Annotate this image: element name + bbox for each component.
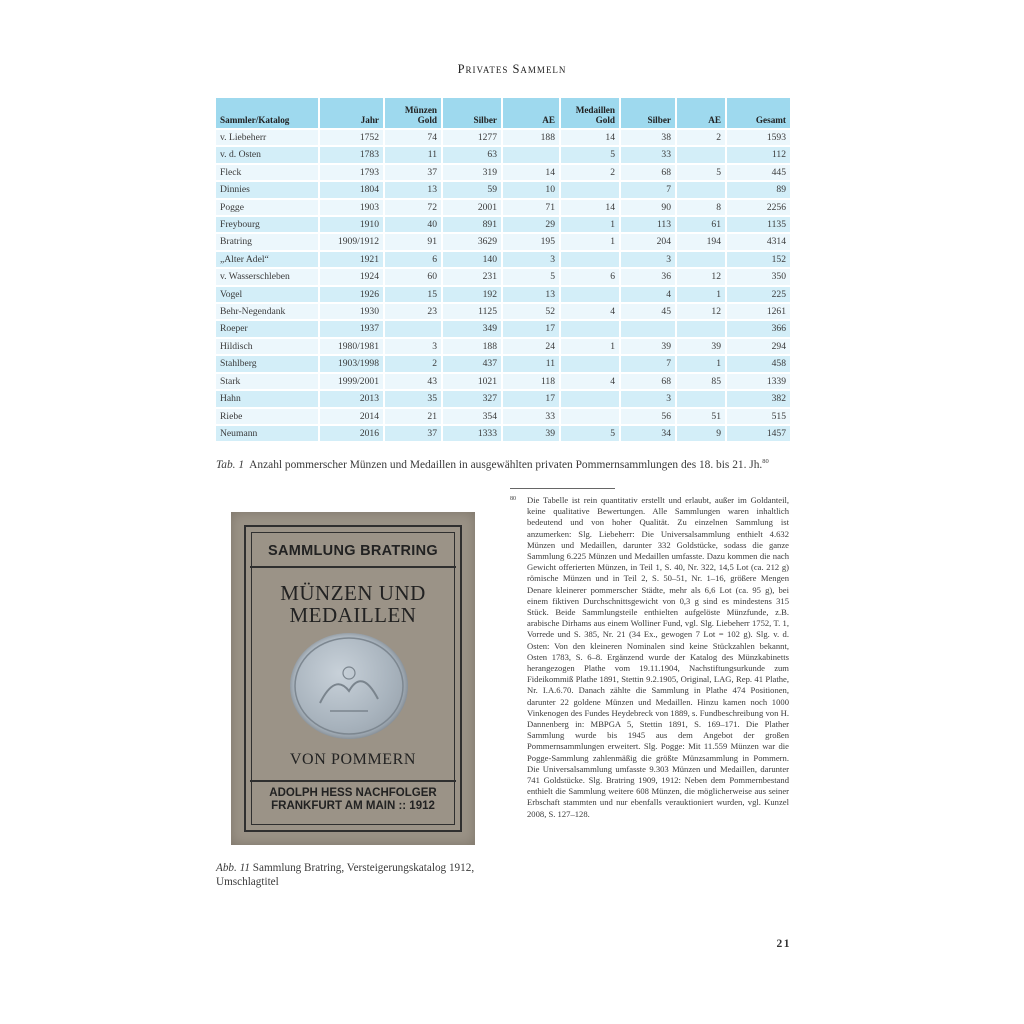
table-cell: 33 (503, 407, 561, 424)
table-cell: 195 (503, 232, 561, 249)
table-cell: Fleck (216, 163, 320, 180)
table-cell: 3 (385, 337, 443, 354)
table-cell: 891 (443, 215, 503, 232)
table-cell: 1333 (443, 424, 503, 441)
table-cell: 34 (621, 424, 677, 441)
table-cell (561, 180, 621, 197)
table-cell: 14 (561, 128, 621, 145)
table-cell: 14 (561, 198, 621, 215)
table-cell: 56 (621, 407, 677, 424)
table-cell: 515 (727, 407, 790, 424)
table-cell: 1793 (320, 163, 385, 180)
table-row (216, 250, 790, 267)
table-cell (677, 180, 727, 197)
table-cell: 52 (503, 302, 561, 319)
table-cell: 112 (727, 145, 790, 162)
table-cell: 1903/1998 (320, 354, 385, 371)
table-row (216, 285, 790, 302)
table-cell: 2001 (443, 198, 503, 215)
table-cell: Bratring (216, 232, 320, 249)
table-cell: Hildisch (216, 337, 320, 354)
table-cell (677, 319, 727, 336)
table-cell: 445 (727, 163, 790, 180)
cover-collection-title: SAMMLUNG BRATRING (268, 543, 438, 559)
table-cell: „Alter Adel“ (216, 250, 320, 267)
table-cell: 1125 (443, 302, 503, 319)
table-cell: 74 (385, 128, 443, 145)
table-cell: Neumann (216, 424, 320, 441)
table-cell: Pogge (216, 198, 320, 215)
table-row (216, 407, 790, 424)
table-cell: 72 (385, 198, 443, 215)
table-cell: 152 (727, 250, 790, 267)
table-cell: 3 (503, 250, 561, 267)
table-cell: 5 (503, 267, 561, 284)
table-cell: 4314 (727, 232, 790, 249)
table-cell: Roeper (216, 319, 320, 336)
table-cell: 91 (385, 232, 443, 249)
table-cell: 1926 (320, 285, 385, 302)
table-cell: v. Liebeherr (216, 128, 320, 145)
table-cell: 1 (561, 232, 621, 249)
table-cell: 2 (677, 128, 727, 145)
table-cell: 36 (621, 267, 677, 284)
table-row (216, 267, 790, 284)
column-header: Gesamt (727, 98, 790, 128)
table-cell: 188 (503, 128, 561, 145)
table-cell: 2 (561, 163, 621, 180)
table-cell: 2016 (320, 424, 385, 441)
table-cell: 294 (727, 337, 790, 354)
table-cell: Riebe (216, 407, 320, 424)
table-cell: 1593 (727, 128, 790, 145)
table-cell: 1783 (320, 145, 385, 162)
table-caption-label: Tab. 1 (216, 458, 245, 471)
table-cell: Freybourg (216, 215, 320, 232)
table-cell: 39 (677, 337, 727, 354)
table-row (216, 424, 790, 441)
column-header: AE (677, 98, 727, 128)
table-cell: Dinnies (216, 180, 320, 197)
table-cell: 68 (621, 163, 677, 180)
table-cell: Stark (216, 372, 320, 389)
table-cell: 4 (621, 285, 677, 302)
table-cell (385, 319, 443, 336)
table-cell: Stahlberg (216, 354, 320, 371)
table-cell (561, 319, 621, 336)
table-cell: 13 (385, 180, 443, 197)
table-cell: 6 (385, 250, 443, 267)
table-cell: 188 (443, 337, 503, 354)
cover-title-line2: MEDAILLEN (289, 603, 417, 627)
table-cell: 1339 (727, 372, 790, 389)
table-cell: 437 (443, 354, 503, 371)
column-header: Silber (443, 98, 503, 128)
table-cell: 17 (503, 389, 561, 406)
table-cell (561, 389, 621, 406)
table-cell: v. Wasserschleben (216, 267, 320, 284)
table-cell: Behr-Negendank (216, 302, 320, 319)
table-cell: 354 (443, 407, 503, 424)
table-cell: 204 (621, 232, 677, 249)
table-cell (503, 145, 561, 162)
figure-caption (216, 862, 496, 889)
table-cell (561, 285, 621, 302)
table-cell: 60 (385, 267, 443, 284)
table-row (216, 180, 790, 197)
table-cell: 7 (621, 354, 677, 371)
table-cell: 1921 (320, 250, 385, 267)
table-header-row (216, 98, 790, 128)
table-cell: 140 (443, 250, 503, 267)
cover-subtitle: VON POMMERN (289, 751, 417, 768)
table-cell: 350 (727, 267, 790, 284)
table-cell: 61 (677, 215, 727, 232)
table-cell (621, 319, 677, 336)
table-row (216, 145, 790, 162)
table-row (216, 128, 790, 145)
table-cell: 9 (677, 424, 727, 441)
table-cell: 23 (385, 302, 443, 319)
column-header: Jahr (320, 98, 385, 128)
table-cell: 38 (621, 128, 677, 145)
table-cell: 1457 (727, 424, 790, 441)
table-row (216, 319, 790, 336)
footnote-ref: 80 (762, 458, 769, 465)
table-cell: 118 (503, 372, 561, 389)
table-cell: 5 (561, 145, 621, 162)
table-cell: 231 (443, 267, 503, 284)
cover-publisher (231, 787, 475, 813)
table-cell: 1135 (727, 215, 790, 232)
table-cell: 5 (561, 424, 621, 441)
table-cell (561, 354, 621, 371)
table-cell: 2013 (320, 389, 385, 406)
table-cell: Hahn (216, 389, 320, 406)
table-cell: 43 (385, 372, 443, 389)
table-caption-text: Anzahl pommerscher Münzen und Medaillen in ausgewählten privaten Pommernsammlungen des 18. bis 21. Jh. (249, 458, 763, 471)
table-cell: 3 (621, 250, 677, 267)
table-cell: 192 (443, 285, 503, 302)
table-cell: 90 (621, 198, 677, 215)
table-cell: 1999/2001 (320, 372, 385, 389)
page-number: 21 (776, 938, 791, 950)
table-cell (677, 145, 727, 162)
table-row (216, 372, 790, 389)
table-row (216, 302, 790, 319)
collections-table-wrap (216, 98, 790, 441)
catalog-cover-image (231, 512, 475, 845)
table-cell: 1930 (320, 302, 385, 319)
table-cell: 1937 (320, 319, 385, 336)
table-cell: 6 (561, 267, 621, 284)
table-cell: 1980/1981 (320, 337, 385, 354)
table-cell: 7 (621, 180, 677, 197)
table-cell: 194 (677, 232, 727, 249)
table-cell: 11 (503, 354, 561, 371)
table-cell: 458 (727, 354, 790, 371)
cover-title-line1: MÜNZEN UND (280, 581, 426, 605)
table-cell: 71 (503, 198, 561, 215)
table-cell: 1910 (320, 215, 385, 232)
table-row (216, 198, 790, 215)
table-cell: 4 (561, 302, 621, 319)
table-cell: 14 (503, 163, 561, 180)
table-caption (216, 458, 816, 471)
table-cell: 1909/1912 (320, 232, 385, 249)
table-cell: 40 (385, 215, 443, 232)
table-cell: 39 (503, 424, 561, 441)
column-header: AE (503, 98, 561, 128)
table-cell: 10 (503, 180, 561, 197)
medal-emblem (290, 633, 408, 739)
cover-publisher-line1: ADOLPH HESS NACHFOLGER (269, 787, 437, 799)
cover-publisher-line2: FRANKFURT AM MAIN :: 1912 (271, 800, 435, 812)
table-cell: 63 (443, 145, 503, 162)
table-cell: 35 (385, 389, 443, 406)
table-cell: 15 (385, 285, 443, 302)
column-header: Silber (621, 98, 677, 128)
cover-main-title (231, 582, 475, 626)
table-row (216, 232, 790, 249)
table-cell: 1903 (320, 198, 385, 215)
running-title: Privates Sammeln (457, 62, 567, 76)
table-cell: 2014 (320, 407, 385, 424)
table-cell: 11 (385, 145, 443, 162)
table-cell: 225 (727, 285, 790, 302)
table-cell: 8 (677, 198, 727, 215)
table-cell: 1 (677, 285, 727, 302)
table-cell: 349 (443, 319, 503, 336)
cover-rule-top (250, 566, 456, 568)
footnote-text: Die Tabelle ist rein quantitativ erstellt und erlaubt, außer im Goldanteil, keine qualitative Bewertungen. Alle Sammlungen waren inhaltlich bedeutend und von hoher Qualität. Zu einzelnen Sammlung ist anzumerken: Slg. Liebeherr: Die Universalsammlung enthielt 4.632 Münzen und Medaillen, darunter 332 Goldstücke, sodass die ganze Sammlung 6.225 Münzen und Medaillen umfasste. Dazu kommen die nach Gewicht offerierten Münzen, in Teil 1, S. 40, Nr. 322, 14,5 Lot (ca. 212 g) römische Münzen und in Teil 2, S. 50–51, Nr. 1–16, größere Mengen Denare kleinerer pommerscher Städte, mehr als 6,6 Lot (ca. 95 g), bei einem fiktiven Durchschnittsgewicht von 0,3 g sind es mindestens 315 Stück. Beide Sammlungsteile enthielten aufgelöste Münzfunde, z.B. arabische Dirhams aus einem Wolliner Fund, vgl. Slg. Liebeherr 1752, T. 1, Vorrede und S. 385, Nr. 21 (34 Ex., gewogen 7 Lot = 102 g). Slg. v. d. Osten: Von den kleineren Nominalen sind keine Stückzahlen bekannt, Osten 1783, S. 6–8. Ergänzend wurde der Katalog des Münzkabinetts herangezogen Plathe vom 19.11.1904, Nachstiftungsurkunde zum Fideikommiß Plathe 1891, Stettin 9.2.1905, Original, LAG, Rep. 41 Plathe, Nr. I.A.6.70. Danach zählte die Sammlung in Plathe 474 Positionen, darunter 22 goldene Münzen und Medaillen. Hinzu kamen noch 1000 Vinkenogen des Fundes Heydebreck von 1889, s. Fundbeschreibung von H. Dannenberg in: MBPGA 5, Stettin 1891, S. 169–171. Die Plather Sammlung wurde bis 1945 aus dem Angebot der großen Pommernsammlungen erweitert. Slg. Pogge: Mit 11.559 Münzen war die Pogge-Sammlung zahlenmäßig die größte Münzsammlung in Pommern. Die Universalsammlung umfasste 9.303 Münzen und Medaillen, darunter 741 Goldstücke. Slg. Bratring 1909, 1912: Neben dem Pommernbestand enthielt die Sammlung weitere 608 Münzen, die möglicherweise aus seiner Erbschaft stammten und nur ebenfalls verauktioniert wurden, vgl. Kunzel 2008, S. 127–128. (527, 495, 789, 819)
cover-rule-bottom (250, 780, 456, 782)
table-cell: 12 (677, 302, 727, 319)
table-cell: 1 (677, 354, 727, 371)
table-cell: 1804 (320, 180, 385, 197)
table-cell: 1924 (320, 267, 385, 284)
table-cell: v. d. Osten (216, 145, 320, 162)
table-cell: 85 (677, 372, 727, 389)
table-row (216, 163, 790, 180)
table-cell: 3629 (443, 232, 503, 249)
table-cell: 33 (621, 145, 677, 162)
table-row (216, 337, 790, 354)
table-row (216, 389, 790, 406)
table-cell: 5 (677, 163, 727, 180)
column-header: Medaillen Gold (561, 98, 621, 128)
table-cell: 366 (727, 319, 790, 336)
table-cell: 327 (443, 389, 503, 406)
table-row (216, 354, 790, 371)
table-cell: 29 (503, 215, 561, 232)
table-cell: 51 (677, 407, 727, 424)
table-cell: 319 (443, 163, 503, 180)
table-cell: 13 (503, 285, 561, 302)
table-cell: 2256 (727, 198, 790, 215)
column-header: Münzen Gold (385, 98, 443, 128)
footnote-number: 80 (510, 496, 516, 502)
figure-caption-label: Abb. 11 (216, 862, 250, 874)
column-header: Sammler/Katalog (216, 98, 320, 128)
table-cell: 37 (385, 424, 443, 441)
table-cell: 2 (385, 354, 443, 371)
table-cell: 113 (621, 215, 677, 232)
table-cell: 37 (385, 163, 443, 180)
footnote-rule (510, 488, 615, 489)
table-cell (561, 407, 621, 424)
table-cell: 4 (561, 372, 621, 389)
table-cell: 1261 (727, 302, 790, 319)
table-cell: 382 (727, 389, 790, 406)
table-cell: 1021 (443, 372, 503, 389)
figure-caption-text: Sammlung Bratring, Versteigerungskatalog 1912, Umschlagtitel (216, 862, 475, 888)
table-cell: 3 (621, 389, 677, 406)
table-cell: Vogel (216, 285, 320, 302)
table-cell: 1752 (320, 128, 385, 145)
table-cell: 89 (727, 180, 790, 197)
table-row (216, 215, 790, 232)
table-cell: 1 (561, 337, 621, 354)
table-cell (561, 250, 621, 267)
table-cell: 59 (443, 180, 503, 197)
table-cell: 24 (503, 337, 561, 354)
table-cell: 68 (621, 372, 677, 389)
table-cell (677, 389, 727, 406)
table-cell: 17 (503, 319, 561, 336)
footnote (510, 495, 789, 820)
table-cell: 39 (621, 337, 677, 354)
table-cell: 21 (385, 407, 443, 424)
table-cell: 12 (677, 267, 727, 284)
table-cell: 1277 (443, 128, 503, 145)
table-cell: 1 (561, 215, 621, 232)
collections-table (216, 98, 790, 441)
table-body (216, 128, 790, 441)
table-cell (677, 250, 727, 267)
table-cell: 45 (621, 302, 677, 319)
